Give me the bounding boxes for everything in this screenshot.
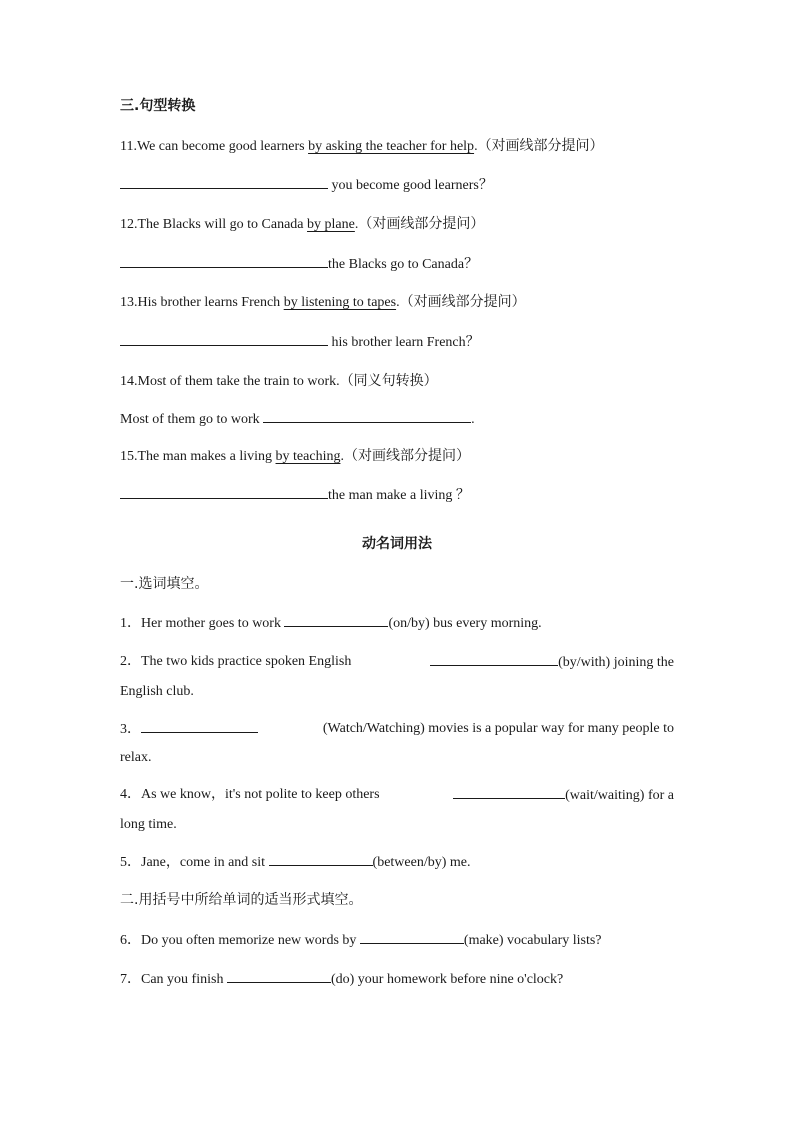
fill-question-3 [120,719,674,740]
question-15 [120,446,470,467]
fill-question-2 [120,652,674,673]
fill-question-4 [120,785,674,806]
q15-underlined: by teaching [275,449,341,464]
q13-hint: （对画线部分提问） [399,294,526,310]
q11-text: 11.We can become good learners [120,139,309,154]
answer-line-15 [120,485,470,506]
answer-line-11 [120,175,493,196]
fill-blank-5[interactable] [269,852,373,866]
answer-line-12 [120,254,478,275]
fill-question-5 [120,852,471,873]
q13-text: 13.His brother learns French [120,295,284,310]
part1-heading: 一.选词填空。 [120,576,209,592]
q3-number: 3． [120,722,141,737]
fill-blank-2[interactable] [430,652,558,666]
q12-underlined: by plane [307,217,355,232]
gerund-section-title: 动名词用法 [362,536,432,552]
answer-blank-13[interactable] [120,332,328,346]
part2-heading: 二.用括号中所给单词的适当形式填空。 [120,892,363,908]
q7-text: 7．Can you finish [120,972,227,987]
q12-hint: （对画线部分提问） [358,216,485,232]
question-11 [120,136,604,157]
q4-continuation: long time. [120,817,177,832]
q11-punct: . [474,139,478,154]
question-13 [120,292,526,313]
q15-punct: . [340,449,344,464]
answer-14-post: . [471,412,475,427]
section-heading-sentence-transformation: 三.句型转换 [120,98,196,114]
fill-blank-1[interactable] [284,613,388,627]
q5-text: 5．Jane，come in and sit [120,855,269,870]
answer-blank-11[interactable] [120,175,328,189]
question-14 [120,371,438,392]
fill-blank-3[interactable] [141,719,258,733]
answer-line-14 [120,409,475,430]
q13-underlined: by listening to tapes [283,295,397,310]
q3-options: (Watch/Watching) movies is a popular way for many people to [322,721,674,736]
q12-punct: . [354,217,359,232]
q6-text: 6．Do you often memorize new words by [120,933,360,948]
fill-blank-6[interactable] [360,930,464,944]
q14-text: 14.Most of them take the train to work. [120,374,340,389]
fill-question-1 [120,613,542,634]
q1-text: 1．Her mother goes to work [120,616,285,631]
q4-options: (wait/waiting) for a [565,788,674,803]
q2-text: 2．The two kids practice spoken English [120,654,352,669]
answer-blank-12[interactable] [120,254,328,268]
q7-tail: (do) your homework before nine o'clock? [330,972,564,987]
q15-hint: （对画线部分提问） [343,448,470,464]
q1-options: (on/by) bus every morning. [388,616,542,631]
fill-blank-4[interactable] [453,785,565,799]
answer-blank-14[interactable] [263,409,471,423]
fill-question-7 [120,969,563,990]
q11-hint: （对画线部分提问） [477,138,604,154]
answer-blank-15[interactable] [120,485,328,499]
q13-punct: . [396,295,400,310]
fill-blank-7[interactable] [227,969,331,983]
q3-continuation: relax. [120,750,152,765]
q2-continuation: English club. [120,684,194,699]
q5-options: (between/by) me. [372,855,471,870]
q14-hint: （同义句转换） [339,373,438,389]
answer-12-tail: the Blacks go to Canada？ [328,257,479,272]
question-12 [120,214,484,235]
q12-text: 12.The Blacks will go to Canada [120,217,308,232]
fill-question-6 [120,930,602,951]
answer-14-pre: Most of them go to work [120,412,264,427]
answer-13-tail: his brother learn French？ [328,335,480,350]
q4-text: 4．As we know，it's not polite to keep others [120,787,380,802]
answer-11-tail: you become good learners？ [328,178,493,193]
q11-underlined: by asking the teacher for help [308,139,475,154]
q6-tail: (make) vocabulary lists? [463,933,602,948]
q15-text: 15.The man makes a living [120,449,276,464]
q2-options: (by/with) joining the [558,655,674,670]
answer-15-tail: the man make a living ？ [328,488,470,503]
answer-line-13 [120,332,480,353]
